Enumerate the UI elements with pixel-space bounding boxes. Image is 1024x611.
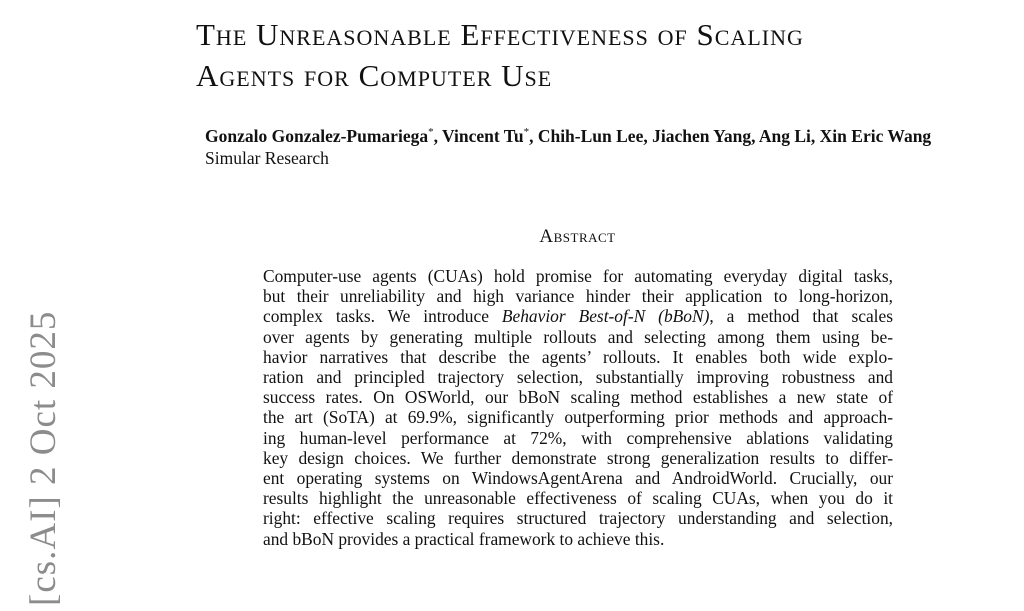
abstract-line: success rates. On OSWorld, our bBoN scaling method establishes a new state of	[263, 387, 893, 408]
abstract-line: Computer-use agents (CUAs) hold promise for automating everyday digital tasks,	[263, 266, 893, 286]
abstract-line: over agents by generating multiple rollouts and selecting among them using be-	[263, 326, 893, 347]
author-list: Gonzalo Gonzalez-Pumariega*, Vincent Tu*, Chih-Lun Lee, Jiachen Yang, Ang Li, Xin Eric Wang	[205, 126, 932, 146]
abstract-body	[263, 266, 893, 549]
abstract-line: ing human-level performance at 72%, with comprehensive ablations validating	[263, 427, 893, 448]
title-line: Agents for Computer Use	[196, 58, 553, 93]
abstract-line: right: effective scaling requires structured trajectory understanding and selection,	[263, 508, 893, 529]
abstract-line: and bBoN provides a practical framework to achieve this.	[263, 528, 665, 549]
method-name-emphasis: Behavior Best-of-N (bBoN)	[501, 306, 710, 327]
paper-title	[196, 14, 996, 96]
arxiv-sidebar-stamp: [cs.AI] 2 Oct 2025	[23, 310, 64, 606]
equal-contribution-mark: *	[523, 126, 530, 139]
author-name: Gonzalo Gonzalez-Pumariega	[205, 126, 429, 146]
abstract-line: but their unreliability and high variance hinder their application to long-horizon,	[263, 286, 893, 307]
abstract-text: complex tasks. We introduce	[263, 306, 502, 327]
abstract-line	[263, 306, 893, 326]
abstract-heading: Abstract	[539, 226, 616, 247]
abstract-text: , a method that scales	[709, 306, 893, 327]
abstract-line: key design choices. We further demonstrate strong generalization results to differ-	[263, 447, 893, 468]
abstract-line: ration and principled trajectory selection, substantially improving robustness and	[263, 367, 893, 388]
author-name: Vincent Tu	[442, 126, 524, 146]
abstract-line: the art (SoTA) at 69.9%, significantly outperforming prior methods and approach-	[263, 407, 893, 428]
title-line: The Unreasonable Effectiveness of Scaling	[196, 17, 804, 52]
abstract-line: havior narratives that describe the agents’ rollouts. It enables both wide explo-	[263, 346, 893, 367]
equal-contribution-mark: *	[428, 126, 434, 139]
affiliation: Simular Research	[205, 148, 329, 168]
abstract-line: results highlight the unreasonable effectiveness of scaling CUAs, when you do it	[263, 488, 893, 509]
author-names: Chih-Lun Lee, Jiachen Yang, Ang Li, Xin Eric Wang	[537, 126, 932, 146]
abstract-line: ent operating systems on WindowsAgentArena and AndroidWorld. Crucially, our	[263, 468, 893, 489]
